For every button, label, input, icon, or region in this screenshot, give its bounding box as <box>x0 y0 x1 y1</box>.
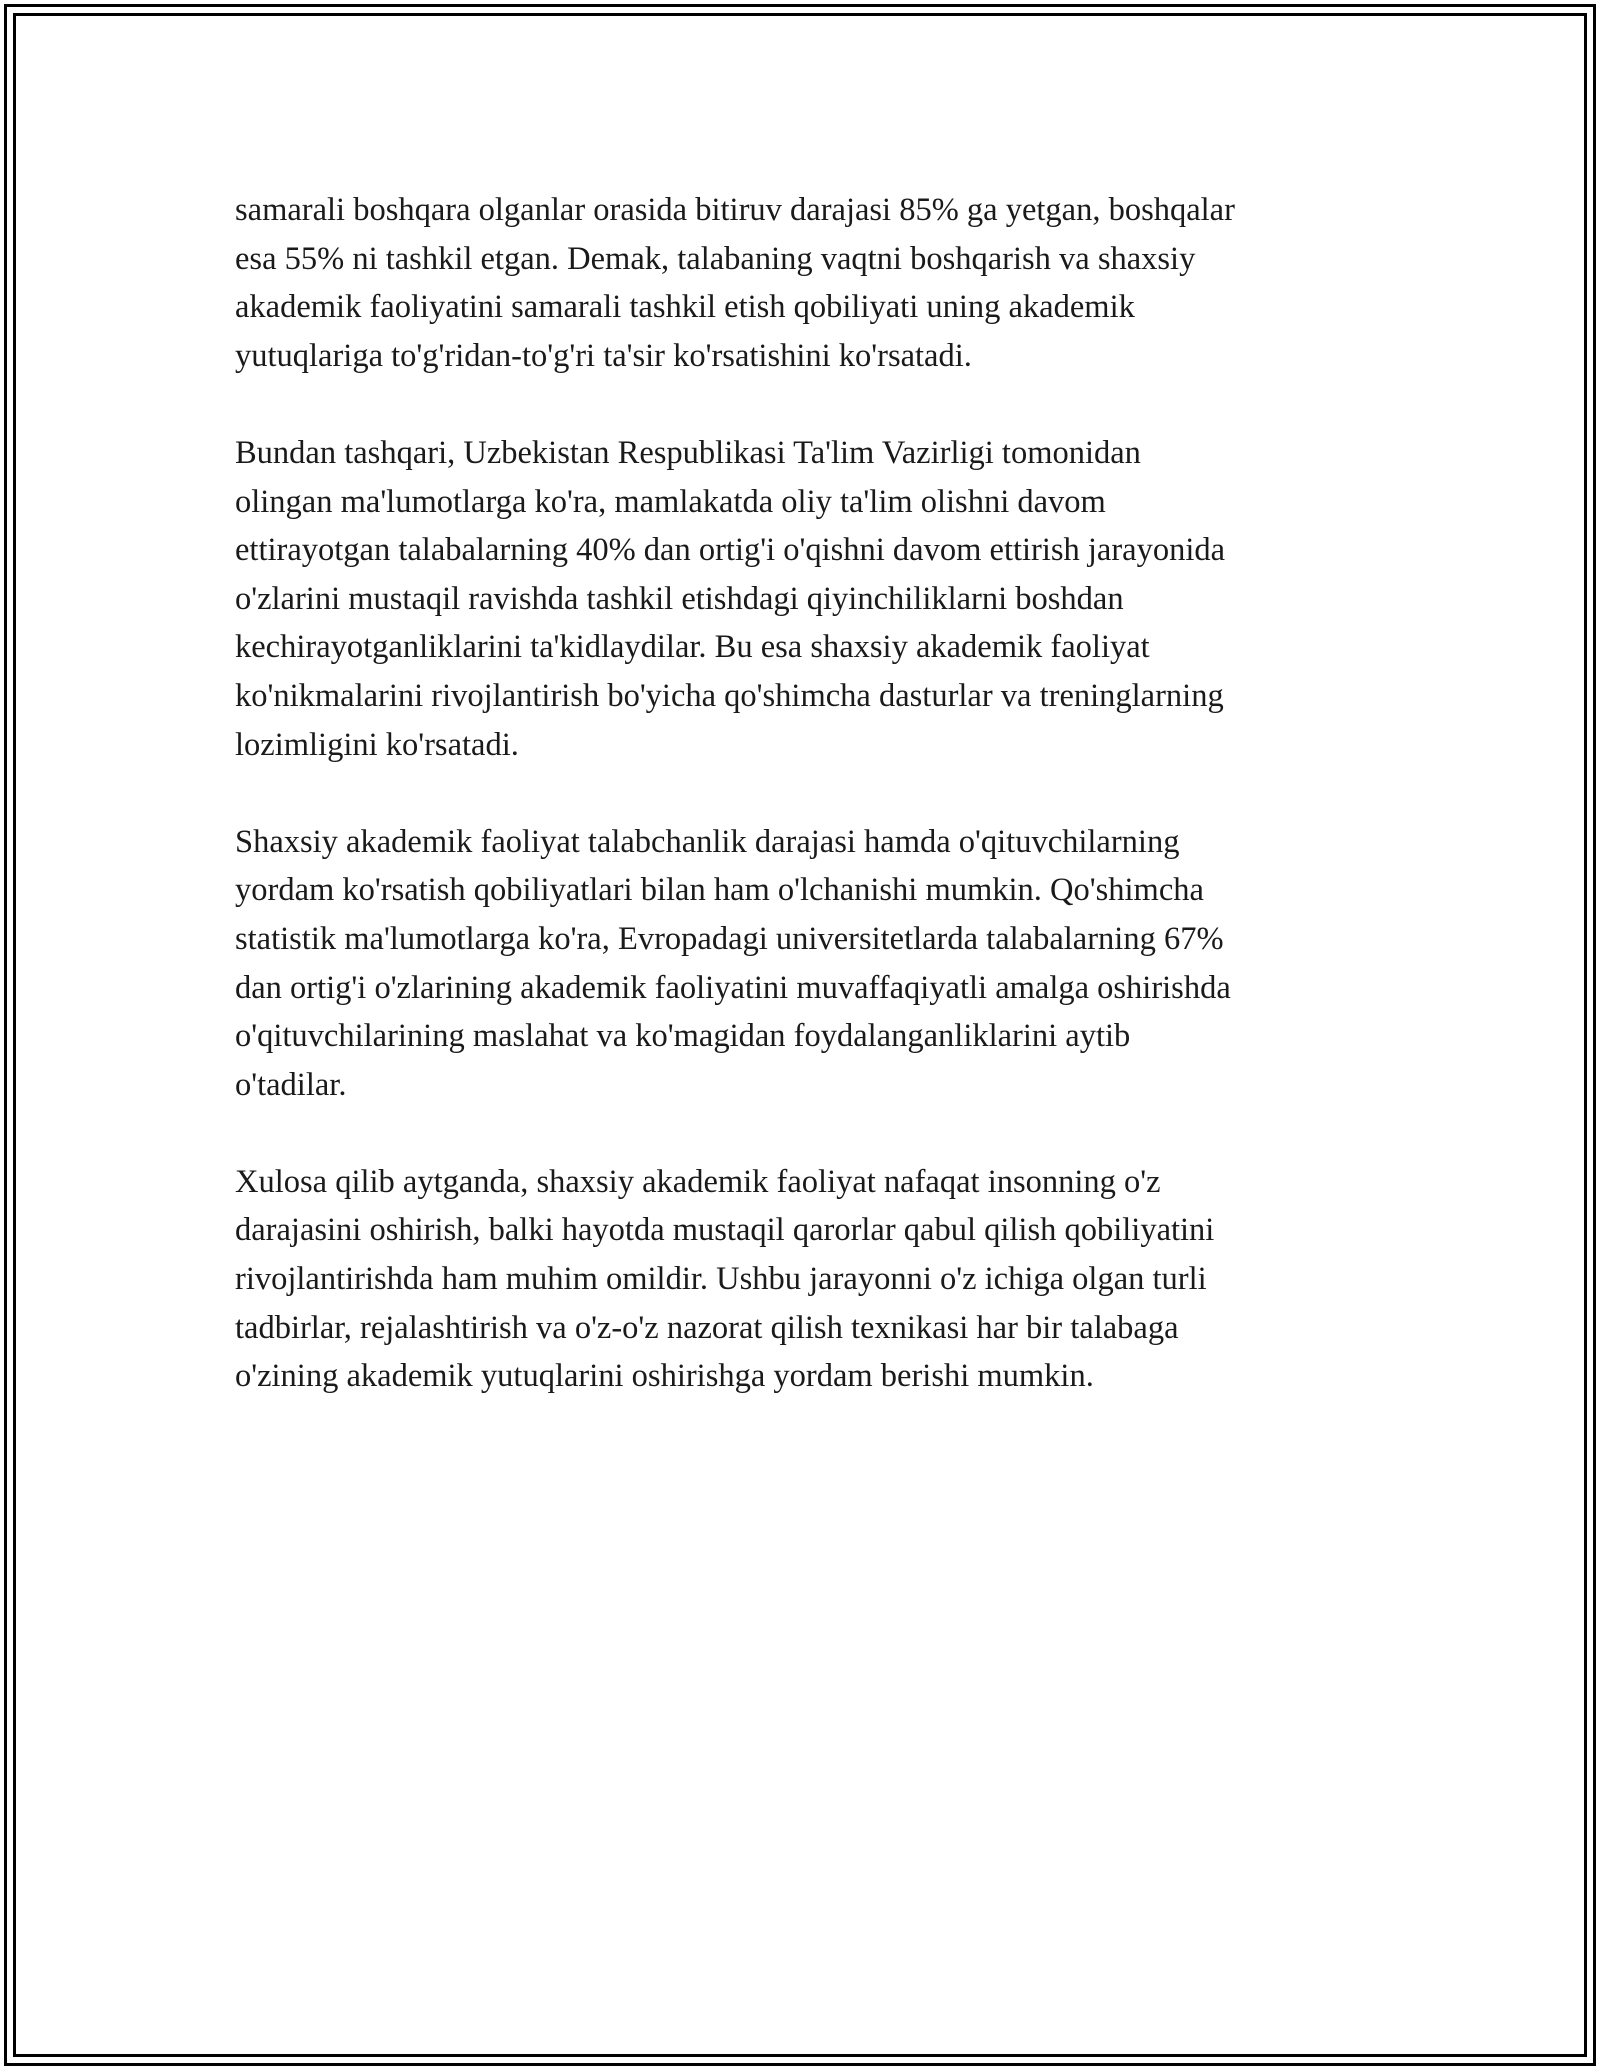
document-body <box>235 186 1375 1449</box>
paragraph: Shaxsiy akademik faoliyat talabchanlik darajasi hamda o'qituvchilarning yordam ko'rsatish qobiliyatlari bilan ham o'lchanishi mumkin. Qo'shimcha statistik ma'lumotlarga ko'ra, Evropadagi universitetlarda talabalarning 67% dan ortig'i o'zlarining akademik faoliyatini muvaffaqiyatli amalga oshirishda o'qituvchilarining maslahat va ko'magidan foydalanganliklarini aytib o'tadilar. <box>235 823 1231 1103</box>
paragraph: samarali boshqara olganlar orasida bitiruv darajasi 85% ga yetgan, boshqalar esa 55% ni tashkil etgan. Demak, talabaning vaqtni boshqarish va shaxsiy akademik faoliyatini samarali tashkil etish qobiliyati uning akademik yutuqlariga to'g'ridan-to'g'ri ta'sir ko'rsatishini ko'rsatadi. <box>235 192 1235 374</box>
paragraph: Xulosa qilib aytganda, shaxsiy akademik faoliyat nafaqat insonning o'z darajasini oshirish, balki hayotda mustaqil qarorlar qabul qilish qobiliyatini rivojlantirishda ham muhim omildir. Ushbu jarayonni o'z ichiga olgan turli tadbirlar, rejalashtirish va o'z-o'z nazorat qilish texnikasi har bir talabaga o'zining akademik yutuqlarini oshirishga yordam berishi mumkin. <box>235 1163 1215 1395</box>
paragraph: Bundan tashqari, Uzbekistan Respublikasi Ta'lim Vazirligi tomonidan olingan ma'lumotlarga ko'ra, mamlakatda oliy ta'lim olishni davom ettirayotgan talabalarning 40% dan ortig'i o'qishni davom ettirish jarayonida o'zlarini mustaqil ravishda tashkil etishdagi qiyinchiliklarni boshdan kechirayotganliklarini ta'kidlaydilar. Bu esa shaxsiy akademik faoliyat ko'nikmalarini rivojlantirish bo'yicha qo'shimcha dasturlar va treninglarning lozimligini ko'rsatadi. <box>235 434 1226 763</box>
